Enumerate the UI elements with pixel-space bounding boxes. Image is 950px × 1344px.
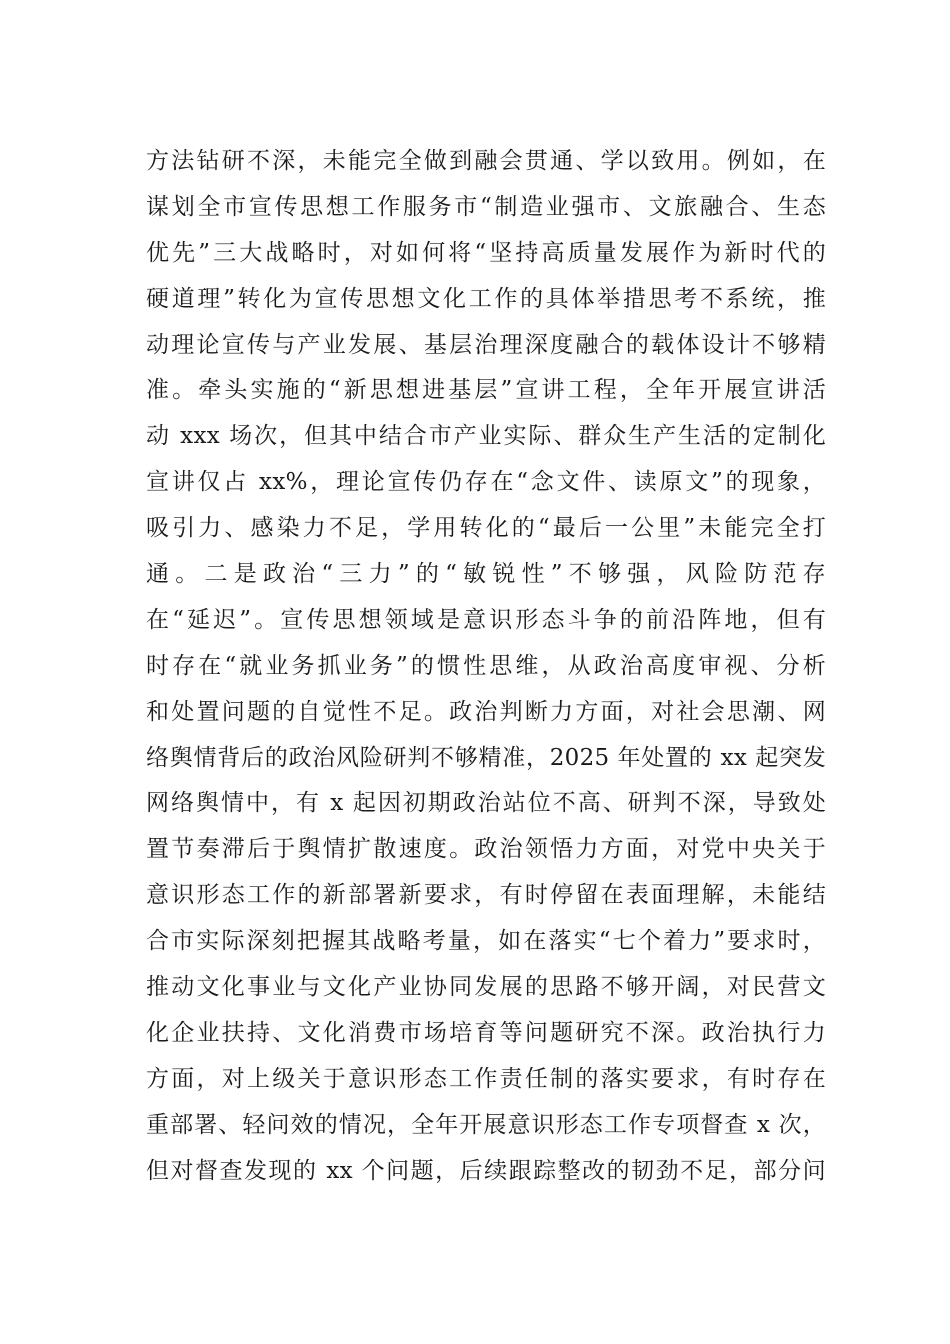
text-line: 络舆情背后的政治风险研判不够精准，2025 年处置的 xx 起突发 (146, 744, 826, 771)
text-line: 置节奏滞后于舆情扩散速度。政治领悟力方面，对党中央关于 (146, 836, 826, 863)
text-line: 时存在“就业务抓业务”的惯性思维，从政治高度审视、分析 (146, 652, 826, 679)
text-line: 但对督查发现的 xx 个问题，后续跟踪整改的韧劲不足，部分问 (146, 1157, 826, 1184)
text-line: 优先”三大战略时，对如何将“坚持高质量发展作为新时代的 (146, 239, 826, 266)
text-line: 和处置问题的自觉性不足。政治判断力方面，对社会思潮、网 (146, 698, 826, 725)
body-text (146, 139, 826, 1194)
text-line: 动 xxx 场次，但其中结合市产业实际、群众生产生活的定制化 (146, 423, 826, 450)
text-line: 化企业扶持、文化消费市场培育等问题研究不深。政治执行力 (146, 1019, 826, 1046)
text-line: 准。牵头实施的“新思想进基层”宣讲工程，全年开展宣讲活 (146, 377, 826, 404)
text-line: 合市实际深刻把握其战略考量，如在落实“七个着力”要求时， (146, 928, 826, 955)
text-line: 动理论宣传与产业发展、基层治理深度融合的载体设计不够精 (146, 331, 826, 358)
text-line: 硬道理”转化为宣传思想文化工作的具体举措思考不系统，推 (146, 285, 826, 312)
text-line: 宣讲仅占 xx%，理论宣传仍存在“念文件、读原文”的现象， (146, 469, 826, 496)
text-line: 在“延迟”。宣传思想领域是意识形态斗争的前沿阵地，但有 (146, 606, 826, 633)
text-line: 通。二是政治“三力”的“敏锐性”不够强，风险防范存 (146, 561, 826, 588)
text-line: 网络舆情中，有 x 起因初期政治站位不高、研判不深，导致处 (146, 790, 826, 817)
text-line: 谋划全市宣传思想工作服务市“制造业强市、文旅融合、生态 (146, 193, 826, 220)
text-line: 方面，对上级关于意识形态工作责任制的落实要求，有时存在 (146, 1065, 826, 1092)
text-line: 方法钻研不深，未能完全做到融会贯通、学以致用。例如，在 (146, 148, 826, 174)
text-line: 吸引力、感染力不足，学用转化的“最后一公里”未能完全打 (146, 515, 826, 542)
text-line: 意识形态工作的新部署新要求，有时停留在表面理解，未能结 (146, 882, 826, 909)
text-line: 重部署、轻问效的情况，全年开展意识形态工作专项督查 x 次， (146, 1111, 826, 1138)
text-line: 推动文化事业与文化产业协同发展的思路不够开阔，对民营文 (146, 974, 826, 1001)
